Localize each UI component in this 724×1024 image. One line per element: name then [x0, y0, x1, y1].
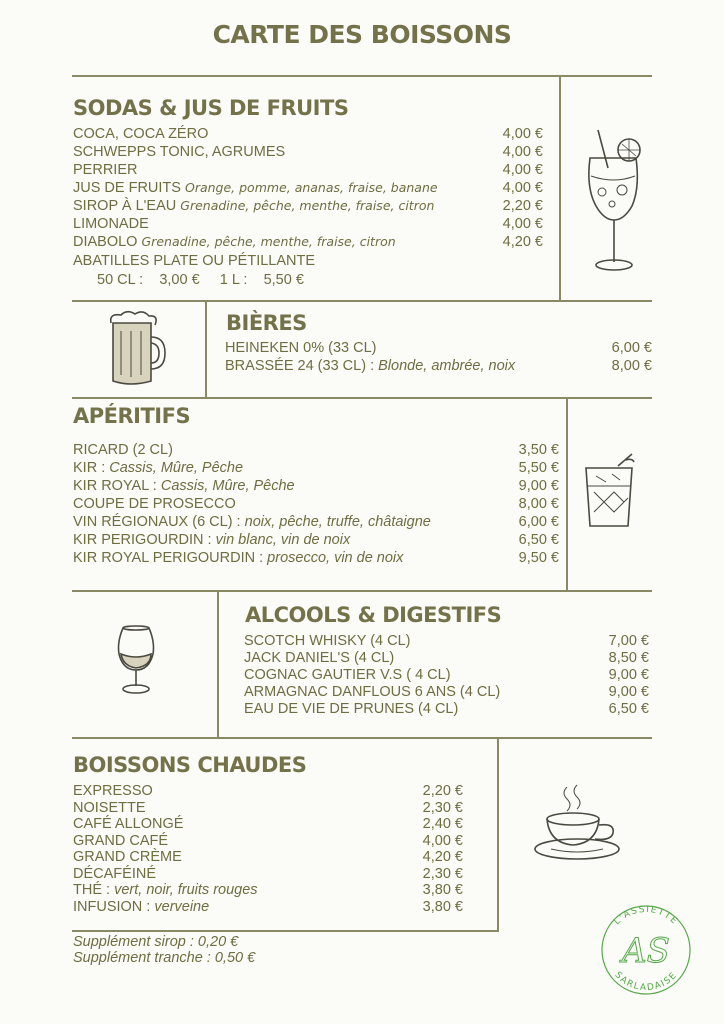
list-item: GRAND CAFÉ 4,00 € [73, 832, 463, 849]
section-title-sodas: SODAS & JUS DE FRUITS [73, 96, 349, 120]
divider [72, 737, 652, 739]
section-title-bieres: BIÈRES [226, 311, 307, 335]
divider [497, 737, 499, 931]
section-title-aperitifs: APÉRITIFS [73, 404, 191, 428]
divider [72, 75, 652, 77]
list-item: COCA, COCA ZÉRO 4,00 € [73, 126, 543, 142]
svg-text:SARLADAISE [612, 970, 679, 993]
list-item: SIROP À L'EAU Grenadine, pêche, menthe, fraise, citron 2,20 € [73, 198, 543, 214]
list-item: NOISETTE 2,30 € [73, 799, 463, 816]
cocktail-glass-icon [582, 452, 642, 532]
snifter-glass-icon [113, 622, 159, 696]
list-item: COUPE DE PROSECCO 8,00 € [73, 496, 559, 512]
list-item: KIR ROYAL : Cassis, Mûre, Pêche 9,00 € [73, 478, 559, 494]
menu-title: CARTE DES BOISSONS [212, 20, 512, 49]
list-item: COGNAC GAUTIER V.S ( 4 CL) 9,00 € [244, 667, 649, 683]
list-item: JUS DE FRUITS Orange, pomme, ananas, fraise, banane 4,00 € [73, 180, 543, 196]
divider [217, 590, 219, 738]
list-item: HEINEKEN 0% (33 CL) 6,00 € [225, 340, 652, 356]
section-title-alcools: ALCOOLS & DIGESTIFS [245, 603, 502, 627]
section-title-chaudes: BOISSONS CHAUDES [73, 753, 307, 777]
logo-bottom-text: SARLADAISE [612, 970, 680, 994]
svg-text:L'ASSIETTE [612, 905, 679, 927]
divider [559, 75, 561, 302]
list-item: CAFÉ ALLONGÉ 2,40 € [73, 816, 463, 832]
divider [72, 300, 652, 302]
supplement-note: Supplément sirop : 0,20 € [73, 934, 239, 950]
supplement-note: Supplément tranche : 0,50 € [73, 950, 256, 966]
list-item: EXPRESSO 2,20 € [73, 783, 463, 799]
list-item: DIABOLO Grenadine, pêche, menthe, fraise, citron 4,20 € [73, 234, 543, 250]
list-item: ABATILLES PLATE OU PÉTILLANTE [73, 253, 316, 269]
list-item: KIR PERIGOURDIN : vin blanc, vin de noix 6,50 € [73, 532, 559, 548]
list-item: DÉCAFÉINÉ 2,30 € [73, 865, 463, 882]
wine-glass-icon [582, 128, 648, 274]
logo-top-text: L'ASSIETTE [612, 904, 680, 928]
divider [72, 397, 652, 399]
list-item: RICARD (2 CL) 3,50 € [73, 442, 559, 458]
list-item: KIR : Cassis, Mûre, Pêche 5,50 € [73, 460, 559, 476]
divider [72, 930, 499, 932]
beer-mug-icon [103, 309, 169, 389]
list-item: INFUSION : verveine 3,80 € [73, 898, 463, 915]
list-item: PERRIER 4,00 € [73, 162, 543, 178]
list-item: GRAND CRÈME 4,20 € [73, 849, 463, 865]
restaurant-logo [594, 898, 698, 1002]
coffee-cup-icon [533, 783, 625, 863]
divider [566, 397, 568, 591]
list-item: JACK DANIEL'S (4 CL) 8,50 € [244, 650, 649, 666]
list-item: THÉ : vert, noir, fruits rouges 3,80 € [73, 882, 463, 898]
list-item: BRASSÉE 24 (33 CL) : Blonde, ambrée, noix 8,00 € [225, 358, 652, 374]
list-item: SCHWEPPS TONIC, AGRUMES 4,00 € [73, 144, 543, 160]
list-item: SCOTCH WHISKY (4 CL) 7,00 € [244, 633, 649, 649]
divider [72, 590, 652, 592]
list-item: EAU DE VIE DE PRUNES (4 CL) 6,50 € [244, 701, 649, 717]
logo-monogram: AS [622, 931, 670, 971]
divider [205, 300, 207, 398]
list-item: 50 CL : 3,00 € 1 L : 5,50 € [97, 272, 304, 288]
list-item: KIR ROYAL PERIGOURDIN : prosecco, vin de noix 9,50 € [73, 550, 559, 566]
list-item: LIMONADE 4,00 € [73, 216, 543, 232]
list-item: VIN RÉGIONAUX (6 CL) : noix, pêche, truffe, châtaigne 6,00 € [73, 514, 559, 530]
list-item: ARMAGNAC DANFLOUS 6 ANS (4 CL) 9,00 € [244, 684, 649, 700]
